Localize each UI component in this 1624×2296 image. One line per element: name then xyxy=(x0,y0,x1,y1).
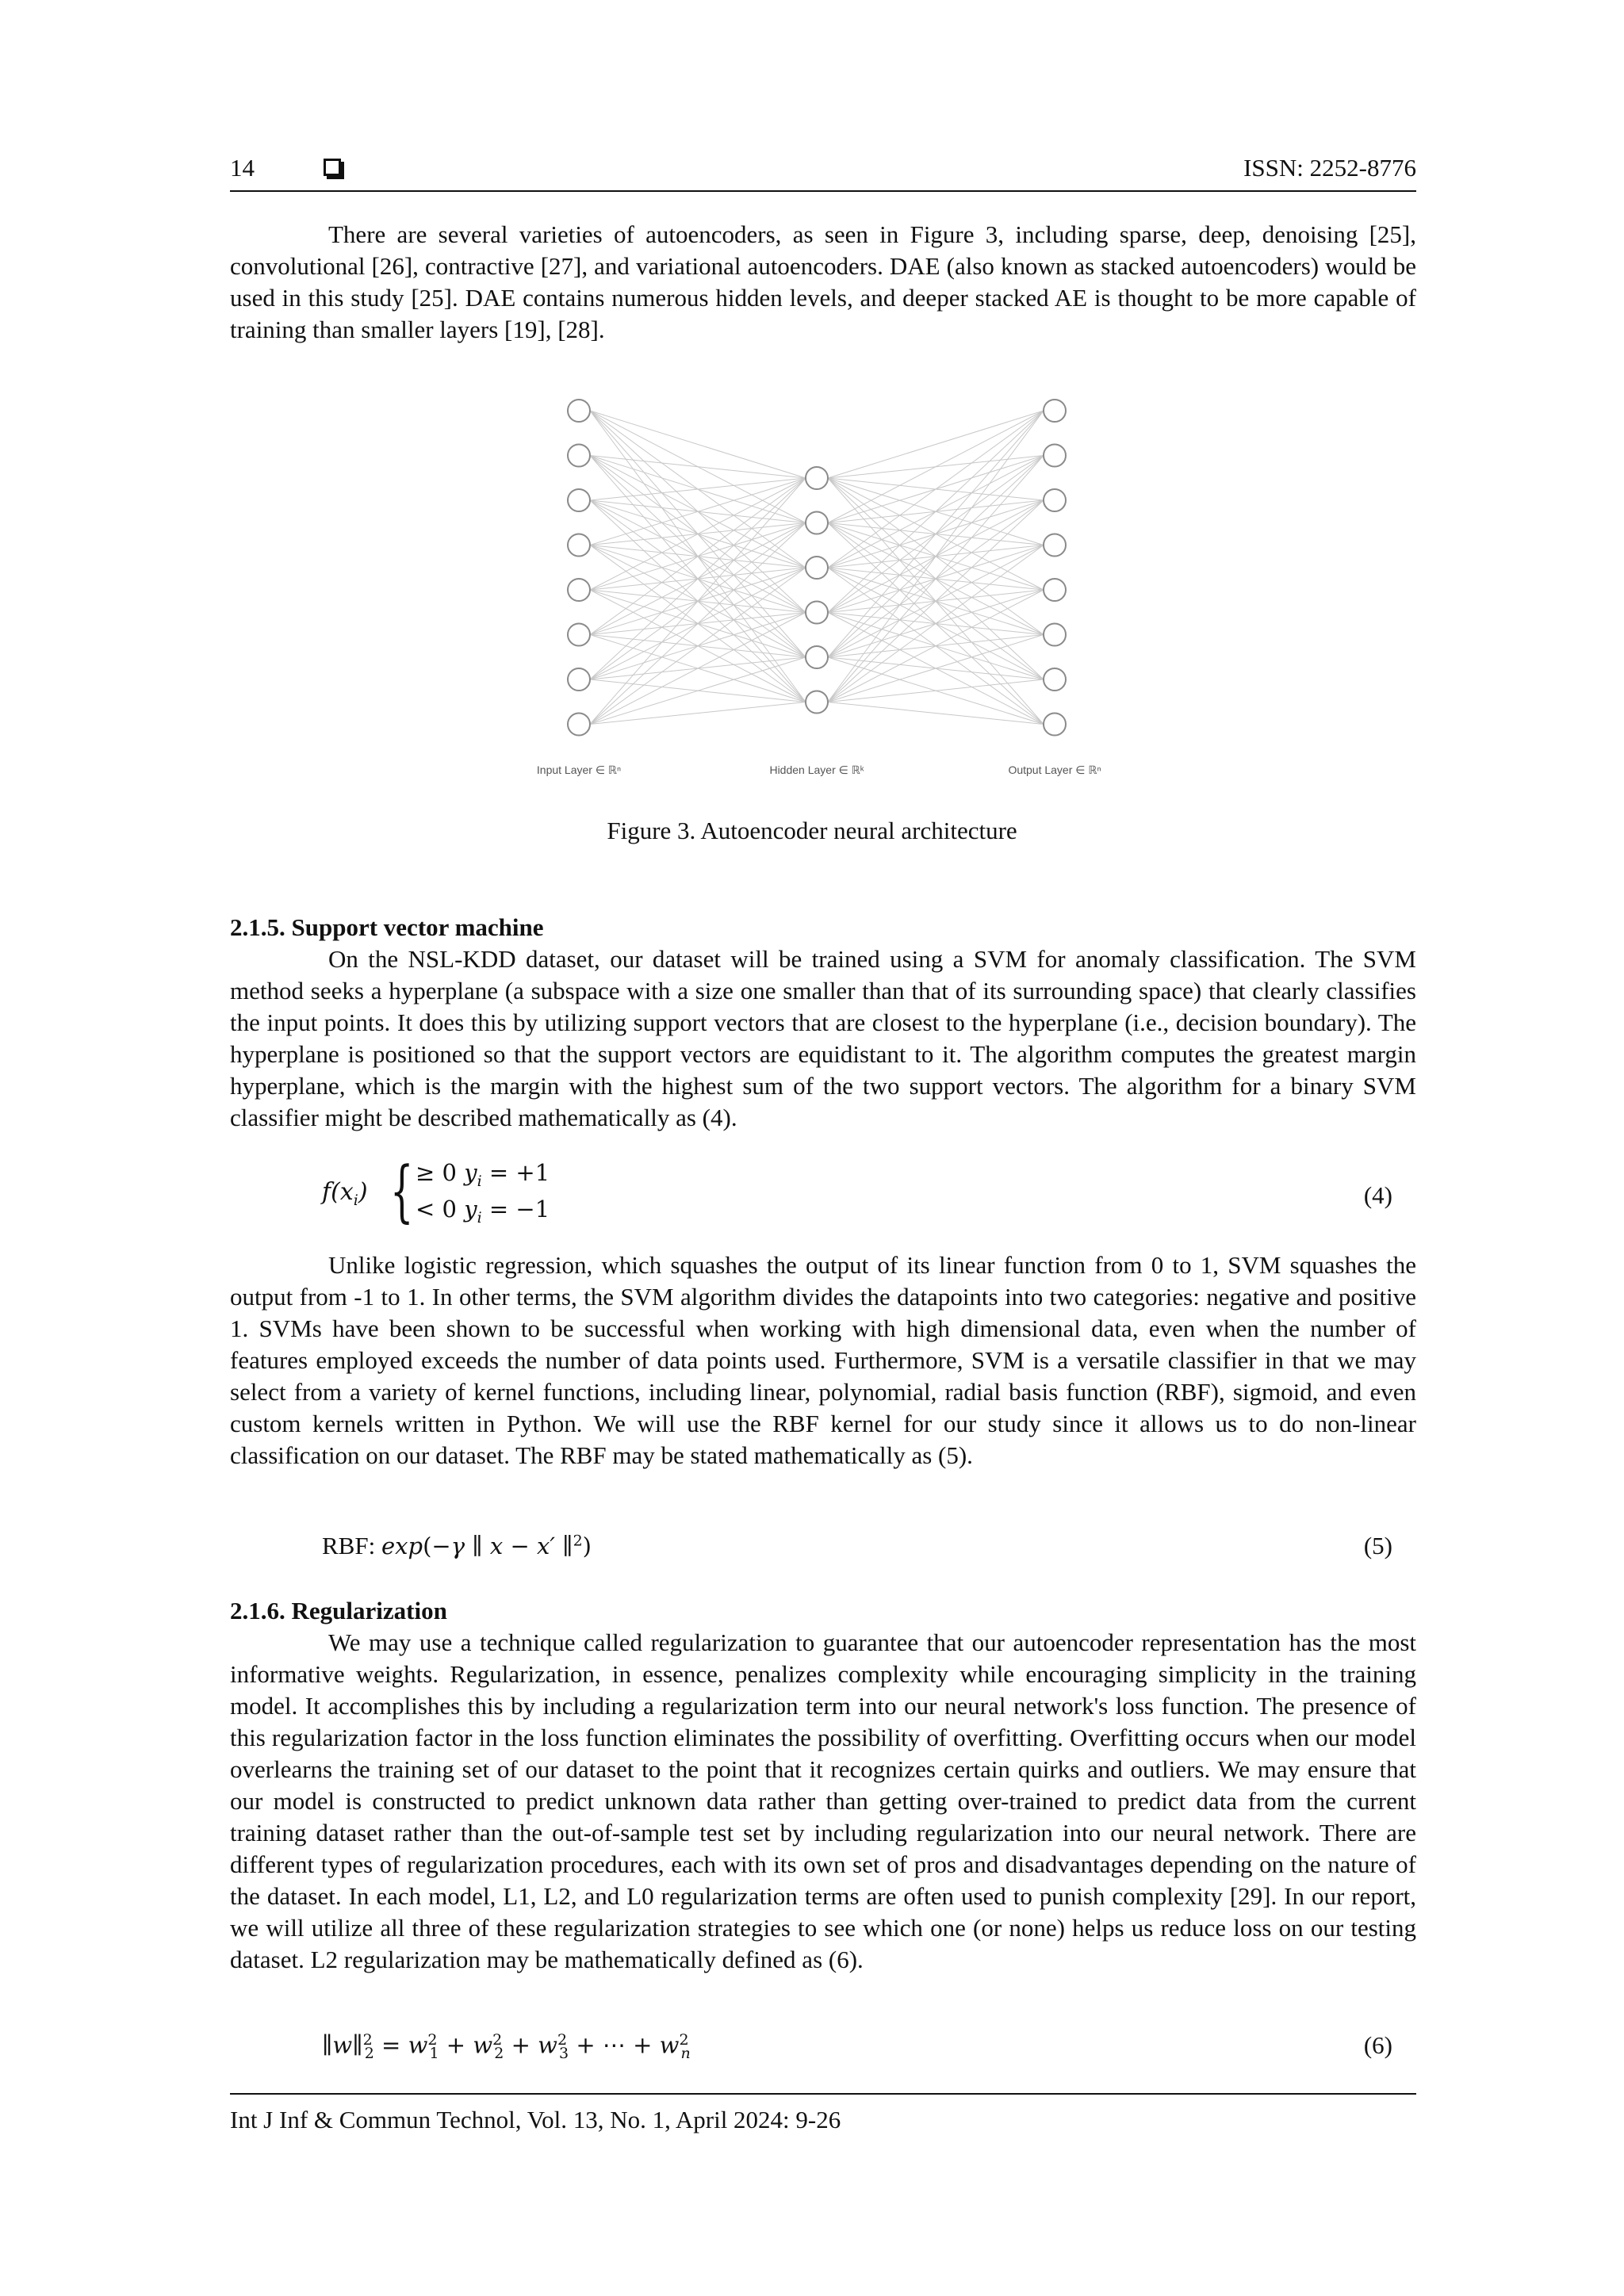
output-layer-label: Output Layer ∈ ℝⁿ xyxy=(1008,763,1101,776)
output-node-1 xyxy=(1044,445,1066,467)
eq4-case-1: ≥ 0 $y_i = +1$ xyxy=(416,1159,550,1190)
eq4-lhs: $f(x_i)$ xyxy=(322,1178,368,1209)
connection-hidden-5-output-0 xyxy=(828,411,1044,702)
input-layer-label: Input Layer ∈ ℝⁿ xyxy=(536,763,622,776)
hidden-node-1 xyxy=(806,512,828,534)
input-node-4 xyxy=(568,579,590,601)
connection-input-7-hidden-4 xyxy=(590,657,806,725)
connection-input-5-hidden-0 xyxy=(590,478,806,635)
output-node-6 xyxy=(1044,668,1066,691)
output-node-4 xyxy=(1044,579,1066,601)
eq5-number: (5) xyxy=(1363,1532,1392,1559)
connection-hidden-2-output-0 xyxy=(828,411,1044,568)
connection-input-4-hidden-0 xyxy=(590,478,806,590)
connection-hidden-5-output-6 xyxy=(828,679,1044,702)
connection-hidden-5-output-2 xyxy=(828,500,1044,702)
hidden-node-0 xyxy=(806,467,828,489)
connection-hidden-1-output-0 xyxy=(828,411,1044,523)
page-number: 14 xyxy=(230,154,255,182)
connection-input-3-hidden-0 xyxy=(590,478,806,545)
eq6-number: (6) xyxy=(1363,2031,1392,2059)
output-node-7 xyxy=(1044,714,1066,736)
input-node-7 xyxy=(568,714,590,736)
eq5-label: RBF: xyxy=(322,1532,381,1559)
connection-input-0-hidden-0 xyxy=(590,411,806,478)
intro-paragraph: There are several varieties of autoencoders, as seen in Figure 3, including sparse, deep, denoising [25], convolutional [26], contractive [27], and variational autoencoders. DAE (also known as stacked autoencoders) would be used in this study [25]. DAE contains numerous hidden levels, and deeper stacked AE is thought to be more capable of training than smaller layers [19], [28]. xyxy=(230,220,1416,343)
connection-hidden-4-output-0 xyxy=(828,411,1044,657)
hidden-node-5 xyxy=(806,691,828,714)
section-heading-svm: 2.1.5. Support vector machine xyxy=(230,913,544,941)
output-node-2 xyxy=(1044,489,1066,511)
connection-hidden-0-output-0 xyxy=(828,411,1044,478)
eq4-number: (4) xyxy=(1363,1181,1392,1209)
section-heading-regularization: 2.1.6. Regularization xyxy=(230,1597,447,1624)
input-node-0 xyxy=(568,400,590,422)
output-node-0 xyxy=(1044,400,1066,422)
journal-citation: Int J Inf & Commun Technol, Vol. 13, No. 1, April 2024: 9-26 xyxy=(230,2106,841,2133)
connection-hidden-5-output-5 xyxy=(828,635,1044,702)
connection-input-6-hidden-0 xyxy=(590,478,806,679)
equation-5 xyxy=(322,1532,592,1560)
figure-caption: Figure 3. Autoencoder neural architecture xyxy=(607,817,1017,844)
connection-input-2-hidden-0 xyxy=(590,478,806,500)
footer-rule xyxy=(230,2093,1416,2095)
output-node-5 xyxy=(1044,624,1066,646)
connection-hidden-3-output-0 xyxy=(828,411,1044,613)
svm-paragraph-1: On the NSL-KDD dataset, our dataset will be trained using a SVM for anomaly classification. The SVM method seeks a hyperplane (a subspace with a size one smaller than that of its surrounding space) that clearly classifies the input points. It does this by utilizing support vectors that are closest to the hyperplane (i.e., decision boundary). The hyperplane is positioned so that the support vectors are equidistant to it. The algorithm computes the greatest margin hyperplane, which is the margin with the highest sum of the two support vectors. The algorithm for a binary SVM classifier might be described mathematically as (4). xyxy=(230,945,1416,1131)
input-node-2 xyxy=(568,489,590,511)
hidden-node-4 xyxy=(806,646,828,668)
equation-4 xyxy=(322,1152,718,1232)
issn-label: ISSN: 2252-8776 xyxy=(1243,154,1416,182)
equation-6: ∥w∥$^2_2$ = $w^2_1 + w^2_2 + w^2_3$ + ⋯ + $w^2_n$ xyxy=(322,2031,691,2063)
hidden-node-3 xyxy=(806,602,828,624)
connection-input-7-hidden-0 xyxy=(590,478,806,725)
regularization-paragraph: We may use a technique called regularization to guarantee that our autoencoder representation has the most informative weights. Regularization, in essence, penalizes complexity while encouraging simplicity in the training model. It accomplishes this by including a regularization term into our neural network's loss function. The presence of this regularization factor in the loss function eliminates the possibility of overfitting. Overfitting occurs when our model overlearns the training set of our dataset to the point that it recognizes certain quirks and outliers. We may ensure that our model is constructed to predict unknown data rather than getting over-trained to predict data from the current training dataset rather than the out-of-sample test set by including regularization into our neural network. There are different types of regularization procedures, each with its own set of pros and disadvantages depending on the nature of the dataset. In each model, L1, L2, and L0 regularization terms are often used to punish complexity [29]. In our report, we will utilize all three of these regularization strategies to see which one (or none) helps us reduce loss on our testing dataset. L2 regularization may be mathematically defined as (6). xyxy=(230,1628,1416,1973)
connection-input-7-hidden-3 xyxy=(590,613,806,725)
connection-input-1-hidden-0 xyxy=(590,456,806,479)
eq5-formula: exp(−γ ∥ x − x′ ∥$^2$) xyxy=(381,1532,592,1559)
autoencoder-diagram xyxy=(523,387,1142,783)
header-rule xyxy=(230,190,1416,192)
input-node-3 xyxy=(568,534,590,557)
input-node-6 xyxy=(568,668,590,691)
connection-input-7-hidden-2 xyxy=(590,568,806,725)
running-header xyxy=(230,154,1416,190)
hidden-layer-label: Hidden Layer ∈ ℝᵏ xyxy=(769,763,864,776)
connection-hidden-5-output-3 xyxy=(828,545,1044,702)
input-node-1 xyxy=(568,445,590,467)
figure-3 xyxy=(523,387,1142,783)
hidden-node-2 xyxy=(806,557,828,579)
output-node-3 xyxy=(1044,534,1066,557)
eq4-case-2: < 0 $y_i = -1$ xyxy=(416,1196,550,1226)
square-bullet-icon xyxy=(324,159,341,176)
connection-input-7-hidden-1 xyxy=(590,523,806,725)
connection-hidden-5-output-7 xyxy=(828,702,1044,725)
input-node-5 xyxy=(568,624,590,646)
connection-hidden-5-output-4 xyxy=(828,590,1044,702)
connection-input-7-hidden-5 xyxy=(590,702,806,725)
connection-hidden-5-output-1 xyxy=(828,456,1044,702)
eq4-brace: { xyxy=(390,1152,414,1230)
svm-paragraph-2: Unlike logistic regression, which squashes the output of its linear function from 0 to 1, SVM squashes the output from -1 to 1. In other terms, the SVM algorithm divides the datapoints into two categories: negative and positive 1. SVMs have been shown to be successful when working with high dimensional data, even when the number of features employed exceeds the number of data points used. Furthermore, SVM is a versatile classifier in that we may select from a variety of kernel functions, including linear, polynomial, radial basis function (RBF), sigmoid, and even custom kernels written in Python. We will use the RBF kernel for our study since it allows us to do non-linear classification on our dataset. The RBF may be stated mathematically as (5). xyxy=(230,1251,1416,1469)
